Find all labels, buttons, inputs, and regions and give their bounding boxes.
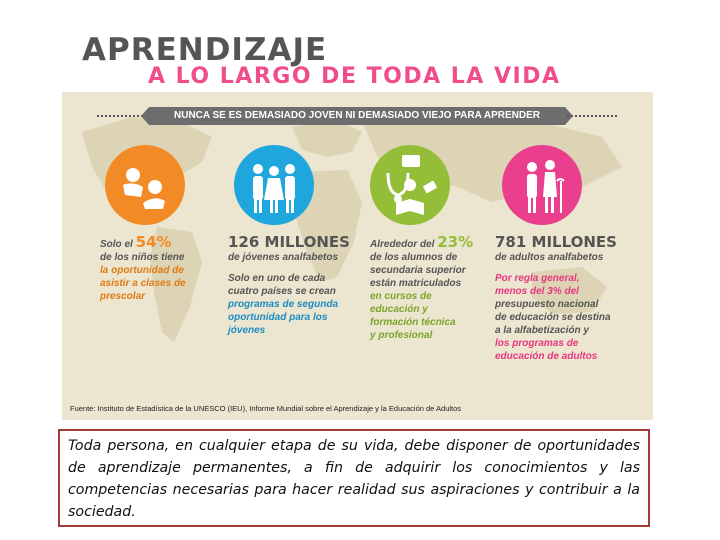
- stat-line: asistir a clases de: [100, 278, 186, 289]
- stat-line: secundaria superior: [370, 265, 466, 276]
- stat-line: educación de adultos: [495, 351, 598, 362]
- stat-line: Por regla general,: [495, 273, 580, 284]
- stat-value-note: de jóvenes analfabetos: [228, 252, 339, 263]
- preschool-children-icon: [105, 145, 185, 225]
- infographic-subtitle: A LO LARGO DE TODA LA VIDA: [148, 64, 561, 89]
- quote-text: Toda persona, en cualquier etapa de su vida, debe disponer de oportunidades de aprendizaje permanentes, a fin de adquirir los conocimientos y las competencias necesarias para hacer realidad sus aspiraciones y contribuir a la sociedad.: [68, 438, 640, 520]
- stat-value: 23%: [437, 233, 474, 251]
- stat-line: están matriculados: [370, 278, 462, 289]
- stat-prefix: Solo el: [100, 239, 133, 250]
- banner-dots-right: [567, 115, 617, 117]
- stat-line: Solo en uno de cada: [228, 273, 326, 284]
- stat-line: menos del 3% del: [495, 286, 579, 297]
- stat-value-note: de adultos analfabetos: [495, 252, 604, 263]
- stat-value: 126 MILLONES: [228, 233, 350, 251]
- stat-line: prescolar: [100, 291, 146, 302]
- stat-line: programas de segunda: [228, 299, 339, 310]
- stat-adults: [495, 233, 625, 363]
- stat-line: de educación se destina: [495, 312, 611, 323]
- stat-line: presupuesto nacional: [495, 299, 599, 310]
- slogan-text: NUNCA SE ES DEMASIADO JOVEN NI DEMASIADO VIEJO PARA APRENDER: [149, 107, 565, 125]
- stat-prefix: Alrededor del: [370, 239, 435, 250]
- infographic-header: [62, 28, 653, 92]
- stat-line: jóvenes: [228, 325, 266, 336]
- stat-line: formación técnica: [370, 317, 456, 328]
- slogan-banner: [97, 107, 617, 125]
- stat-line: cuatro países se crean: [228, 286, 336, 297]
- stat-line: de los niños tiene: [100, 252, 185, 263]
- infographic-title: APRENDIZAJE: [82, 32, 328, 68]
- stat-line: y profesional: [370, 330, 433, 341]
- banner-dots-left: [97, 115, 147, 117]
- stat-line: los programas de: [495, 338, 579, 349]
- infographic: [62, 28, 653, 420]
- youth-group-icon: [234, 145, 314, 225]
- quote-box: [58, 429, 650, 527]
- stat-line: oportunidad para los: [228, 312, 328, 323]
- stat-value: 54%: [135, 233, 172, 251]
- technical-training-icon: [370, 145, 450, 225]
- stat-line: la oportunidad de: [100, 265, 184, 276]
- elderly-adults-icon: [502, 145, 582, 225]
- stat-line: de los alumnos de: [370, 252, 458, 263]
- stat-value: 781 MILLONES: [495, 233, 617, 251]
- stat-youth: [228, 233, 358, 337]
- stat-preschool: [100, 233, 200, 303]
- stat-technical: [370, 233, 485, 342]
- source-credit: Fuente: Instituto de Estadística de la UNESCO (IEU), Informe Mundial sobre el Aprendizaje y la Educación de Adultos: [70, 404, 462, 413]
- stat-line: a la alfabetización y: [495, 325, 589, 336]
- stat-line: educación y: [370, 304, 428, 315]
- stat-line: en cursos de: [370, 291, 432, 302]
